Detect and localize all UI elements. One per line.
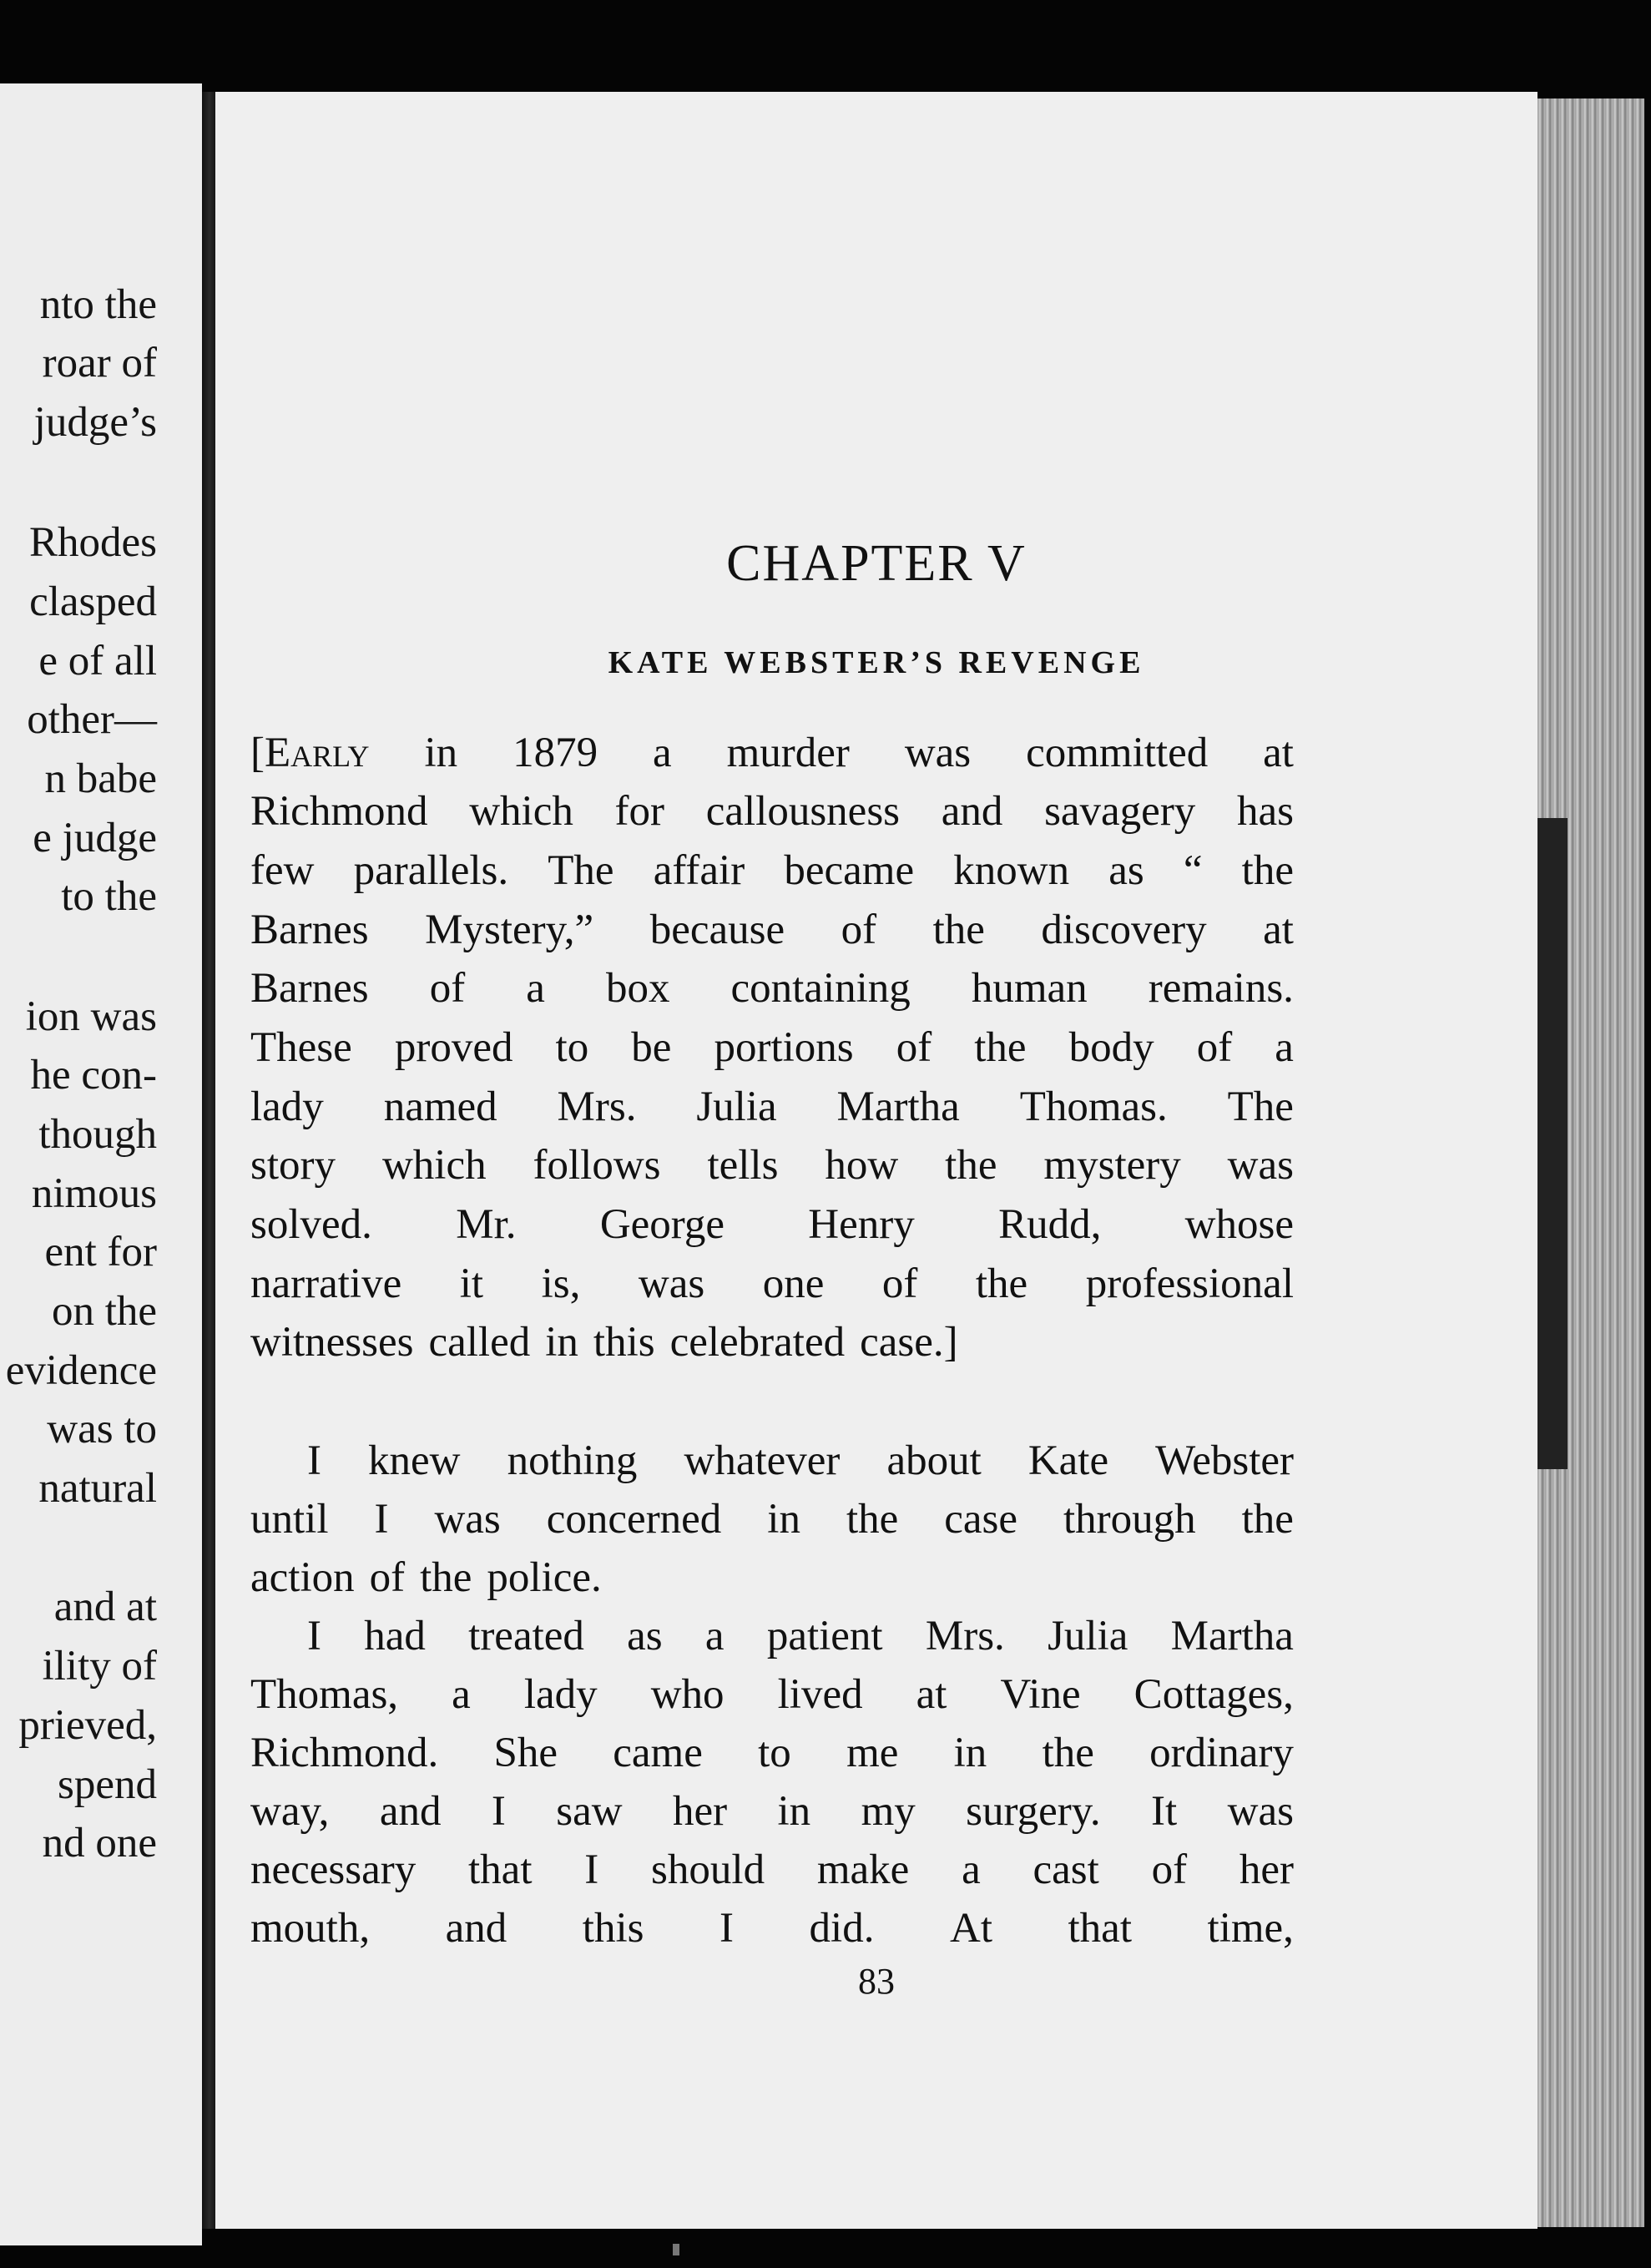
word: ordinary [1149,1730,1294,1776]
word: lady [250,1083,324,1130]
word: to [758,1730,791,1776]
intro-line [250,786,1294,836]
word: which [469,788,573,835]
word: “ [1183,847,1203,894]
word: make [816,1846,910,1893]
body-line [307,1611,1294,1661]
word: proved [394,1024,513,1071]
word: as [1108,847,1144,894]
word: until [250,1496,329,1543]
word: containing [730,965,911,1012]
word: body [1068,1024,1154,1071]
word: lived [777,1671,863,1718]
word: of [841,907,877,953]
word: Kate [1027,1437,1109,1484]
word: became [784,847,915,894]
word: was [638,1260,705,1307]
word: Barnes [250,907,369,953]
word: lady [523,1671,598,1718]
left-line: and at [53,1584,157,1630]
left-line: though [38,1111,157,1158]
body-line [250,1786,1294,1836]
word: named [383,1083,497,1130]
word: treated [468,1613,584,1659]
word: Richmond. [250,1730,439,1776]
left-line: n babe [44,755,157,802]
word: Mystery,” [425,907,594,953]
smallcaps-text: arly [290,730,370,776]
word: knew [368,1437,461,1484]
word: one [762,1260,825,1307]
left-line: Rhodes [29,519,157,566]
word: Julia [1048,1613,1128,1659]
word: her [672,1788,728,1835]
intro-line [250,728,1294,778]
word: celebrated [669,1319,846,1366]
word: Martha [1170,1613,1294,1659]
word: mouth, [250,1905,371,1952]
intro-line [250,1259,1294,1309]
word: Webster [1155,1437,1294,1484]
word: it [459,1260,484,1307]
word: had [364,1613,426,1659]
left-line: nimous [31,1170,157,1217]
word: whose [1184,1201,1294,1248]
left-line: nd one [42,1820,157,1866]
right-page [215,92,1537,2229]
word: because [649,907,785,953]
word: a [1275,1024,1294,1071]
left-line: e of all [38,638,157,684]
word: The [1227,1083,1294,1130]
word: that [1068,1905,1132,1952]
word: narrative [250,1260,402,1307]
word: She [493,1730,558,1776]
word: was [434,1496,501,1543]
left-line: on the [51,1288,157,1335]
word: the [1241,1496,1294,1543]
left-line: clasped [29,578,157,625]
word: George [599,1201,725,1248]
word: the [420,1554,472,1601]
word: At [949,1905,992,1952]
word: that [468,1846,533,1893]
word: how [825,1142,899,1189]
word: about [886,1437,982,1484]
word: case.] [860,1319,958,1366]
word: necessary [250,1846,417,1893]
word: I [719,1905,734,1952]
left-line: spend [58,1761,157,1808]
word: the [975,1260,1028,1307]
word: box [605,965,670,1012]
intro-line [250,846,1294,896]
word: of [896,1024,932,1071]
left-line: judge’s [33,399,157,446]
word: my [861,1788,916,1835]
word: human [971,965,1088,1012]
word: me [846,1730,899,1776]
word: action [250,1554,355,1601]
word: at [1263,730,1294,776]
word: Cottages, [1133,1671,1294,1718]
word: through [1063,1496,1196,1543]
word: a [653,730,672,776]
word: remains. [1148,965,1294,1012]
word: These [250,1024,352,1071]
word: 1879 [512,730,598,776]
word: solved. [250,1201,372,1248]
body-line [250,1845,1294,1895]
word: a [962,1846,981,1893]
word: whatever [684,1437,841,1484]
left-line: natural [38,1465,157,1512]
word: the [974,1024,1027,1071]
word: for [614,788,665,835]
word: tells [707,1142,779,1189]
word: The [548,847,614,894]
word: and [941,788,1003,835]
intro-line [250,963,1294,1013]
word: portions [714,1024,854,1071]
body-line [250,1553,1294,1603]
body-line [250,1494,1294,1544]
word: as [627,1613,663,1659]
word: Julia [696,1083,777,1130]
word: Richmond [250,788,428,835]
word: and [379,1788,442,1835]
word: witnesses [250,1319,414,1366]
left-line: to the [61,873,157,920]
word: the [1042,1730,1094,1776]
body-line [250,1728,1294,1778]
word: a [526,965,545,1012]
word: of [429,965,466,1012]
word: callousness [705,788,901,835]
left-line: prieved, [18,1702,157,1749]
left-line: he con- [30,1052,157,1099]
body-line [307,1436,1294,1486]
word: in [767,1496,800,1543]
word: the [846,1496,899,1543]
word: I [491,1788,506,1835]
body-line [250,1669,1294,1720]
word: Barnes [250,965,369,1012]
word: her [1239,1846,1294,1893]
word: I [307,1437,321,1484]
word: be [631,1024,672,1071]
word: has [1237,788,1294,835]
word: the [932,907,985,953]
word: Mrs. [557,1083,637,1130]
body-line [250,1903,1294,1953]
word: this [593,1319,655,1366]
word: and [445,1905,507,1952]
word: in [424,730,458,776]
word: committed [1026,730,1209,776]
left-line: evidence [5,1347,157,1394]
word: murder [726,730,850,776]
left-line: was to [47,1406,157,1452]
word: way, [250,1788,330,1835]
word: known [953,847,1070,894]
word: called [428,1319,531,1366]
intro-line [250,1317,1294,1367]
word: at [1263,907,1294,953]
word: I [584,1846,599,1893]
word: story [250,1142,336,1189]
word: Rudd, [998,1201,1102,1248]
left-line: nto the [39,281,157,328]
word: at [916,1671,947,1718]
word: should [651,1846,765,1893]
chapter-subtitle: KATE WEBSTER’S REVENGE [608,645,1145,680]
page-number: 83 [858,1961,895,2002]
left-line: ion was [25,993,157,1040]
word: mystery [1043,1142,1181,1189]
word: case [944,1496,1018,1543]
left-page-fragment [0,83,202,2245]
word: concerned [546,1496,722,1543]
word: Henry [808,1201,915,1248]
word: [Early [250,730,370,776]
word: I [374,1496,389,1543]
word: is, [541,1260,581,1307]
word: professional [1085,1260,1294,1307]
word: in [545,1319,578,1366]
left-line: roar of [42,340,157,386]
word: savagery [1044,788,1196,835]
word: came [613,1730,703,1776]
word: saw [556,1788,623,1835]
word: affair [653,847,745,894]
word: Mrs. [925,1613,1005,1659]
page-edge-shadow [1537,818,1568,1469]
word: Mr. [456,1201,517,1248]
word: cast [1033,1846,1099,1893]
intro-line [250,905,1294,955]
word: was [904,730,972,776]
word: which [381,1142,487,1189]
word: police. [487,1554,602,1601]
word: Thomas. [1019,1083,1168,1130]
word: was [1227,1142,1294,1189]
word: did. [809,1905,875,1952]
word: in [777,1788,811,1835]
chapter-title: CHAPTER V [726,535,1027,592]
left-line: ent for [44,1229,157,1275]
word: It [1151,1788,1178,1835]
intro-line [250,1023,1294,1073]
word: in [953,1730,987,1776]
word: a [452,1671,471,1718]
left-line: other— [27,696,157,743]
word: of [881,1260,918,1307]
word: surgery. [966,1788,1101,1835]
word: the [1241,847,1294,894]
word: time, [1207,1905,1294,1952]
word: few [250,847,315,894]
word: a [704,1613,725,1659]
word: follows [533,1142,661,1189]
word: I [307,1613,321,1659]
word: was [1227,1788,1294,1835]
left-line: ility of [42,1643,157,1690]
word: of [1151,1846,1188,1893]
word: Thomas, [250,1671,399,1718]
word: Martha [836,1083,960,1130]
word: to [555,1024,589,1071]
word: parallels. [353,847,509,894]
scan-artifact [673,2244,679,2255]
word: patient [766,1613,883,1659]
left-line: e judge [33,815,157,861]
word: nothing [507,1437,638,1484]
word: Vine [1000,1671,1081,1718]
intro-line [250,1082,1294,1132]
intro-line [250,1140,1294,1190]
word: who [650,1671,725,1718]
word: of [369,1554,406,1601]
word: the [945,1142,997,1189]
intro-line [250,1200,1294,1250]
word: this [582,1905,644,1952]
word: discovery [1041,907,1207,953]
word: of [1196,1024,1233,1071]
